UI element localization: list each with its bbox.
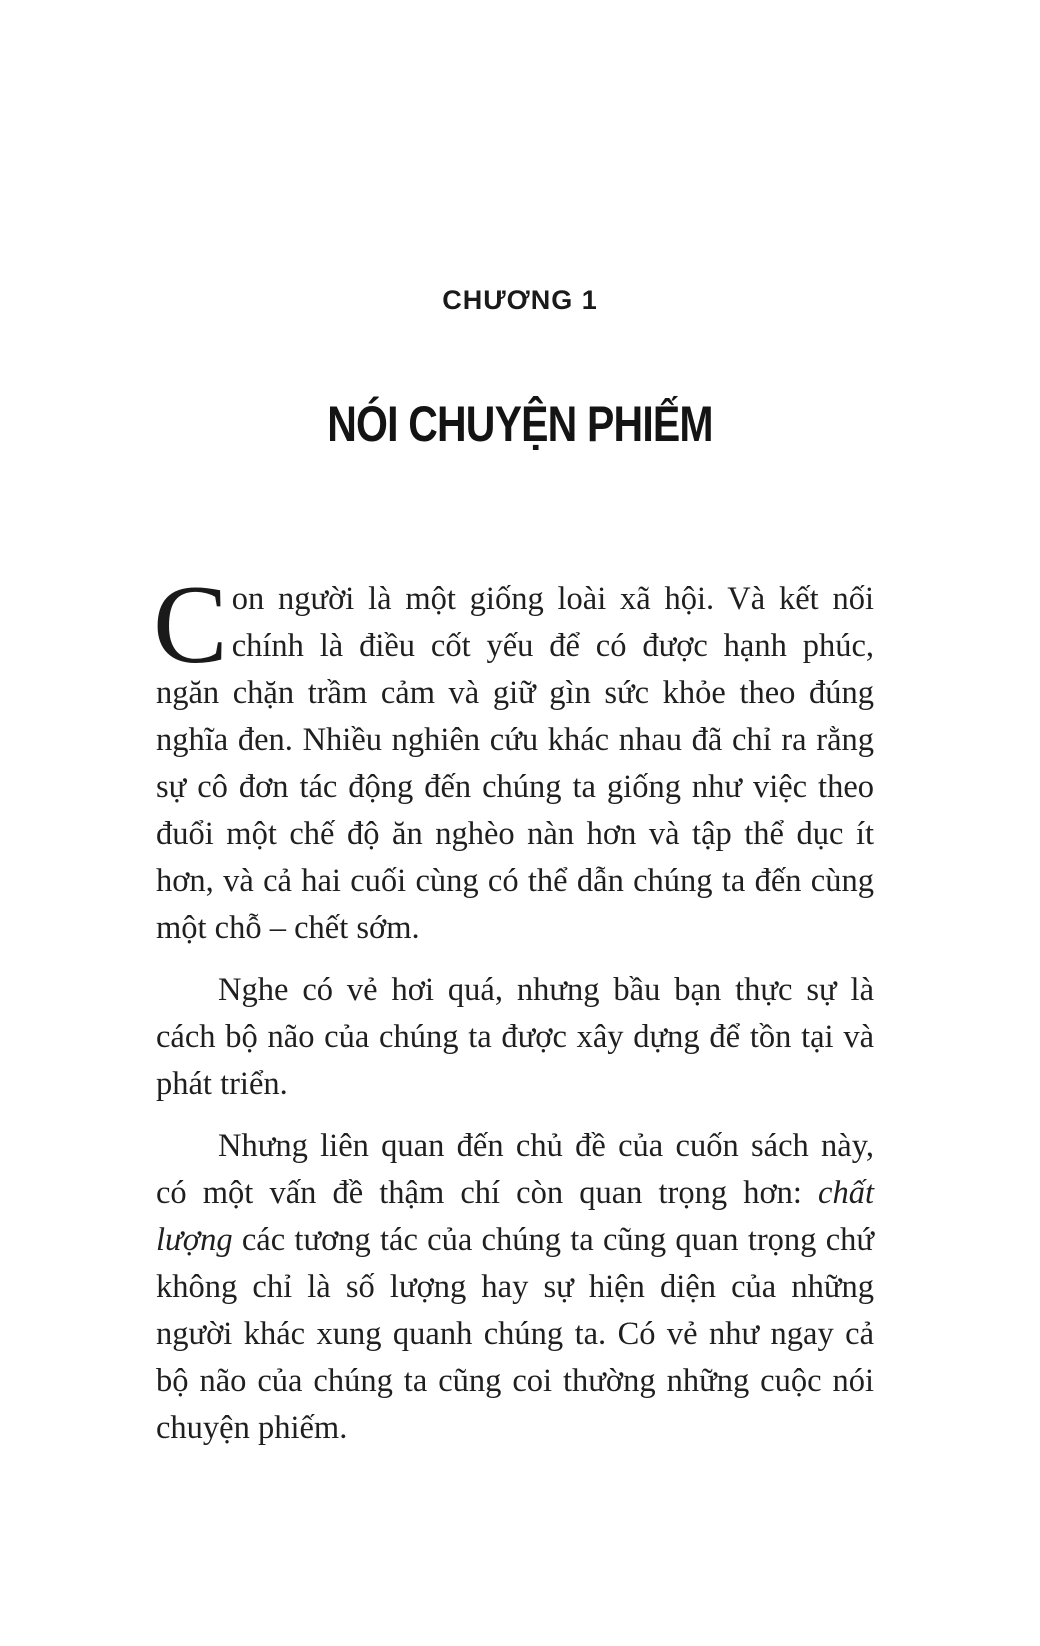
chapter-number: CHƯƠNG 1 (442, 285, 598, 315)
drop-cap: C (153, 563, 228, 687)
paragraph-3-emphasis: chất lượng (156, 1175, 874, 1258)
paragraph-1 (153, 563, 874, 952)
chapter-title: NÓI CHUYỆN PHIẾM (327, 396, 713, 452)
chapter-body (153, 563, 874, 1452)
paragraph-1-text: on người là một giống loài xã hội. Và kết nối chính là điều cốt yếu để có được hạnh phúc, ngăn chặn trầm cảm và giữ gìn sức khỏe theo đúng nghĩa đen. Nhiều nghiên cứu khác nhau đã chỉ ra rằng sự cô đơn tác động đến chúng ta giống như việc theo đuổi một chế độ ăn nghèo nàn hơn và tập thể dục ít hơn, và cả hai cuối cùng có thể dẫn chúng ta đến cùng một chỗ – chết sớm. (156, 581, 874, 946)
paragraph-3 (156, 1123, 874, 1452)
paragraph-2: Nghe có vẻ hơi quá, nhưng bầu bạn thực sự là cách bộ não của chúng ta được xây dựng để tồn tại và phát triển. (156, 972, 874, 1102)
paragraph-3-start: Nhưng liên quan đến chủ đề của cuốn sách này, có một vấn đề thậm chí còn quan trọng hơn: (156, 1128, 874, 1211)
paragraph-3-end: các tương tác của chúng ta cũng quan trọng chứ không chỉ là số lượng hay sự hiện diện của những người khác xung quanh chúng ta. Có vẻ như ngay cả bộ não của chúng ta cũng coi thường những cuộc nói chuyện phiếm. (156, 1222, 874, 1446)
